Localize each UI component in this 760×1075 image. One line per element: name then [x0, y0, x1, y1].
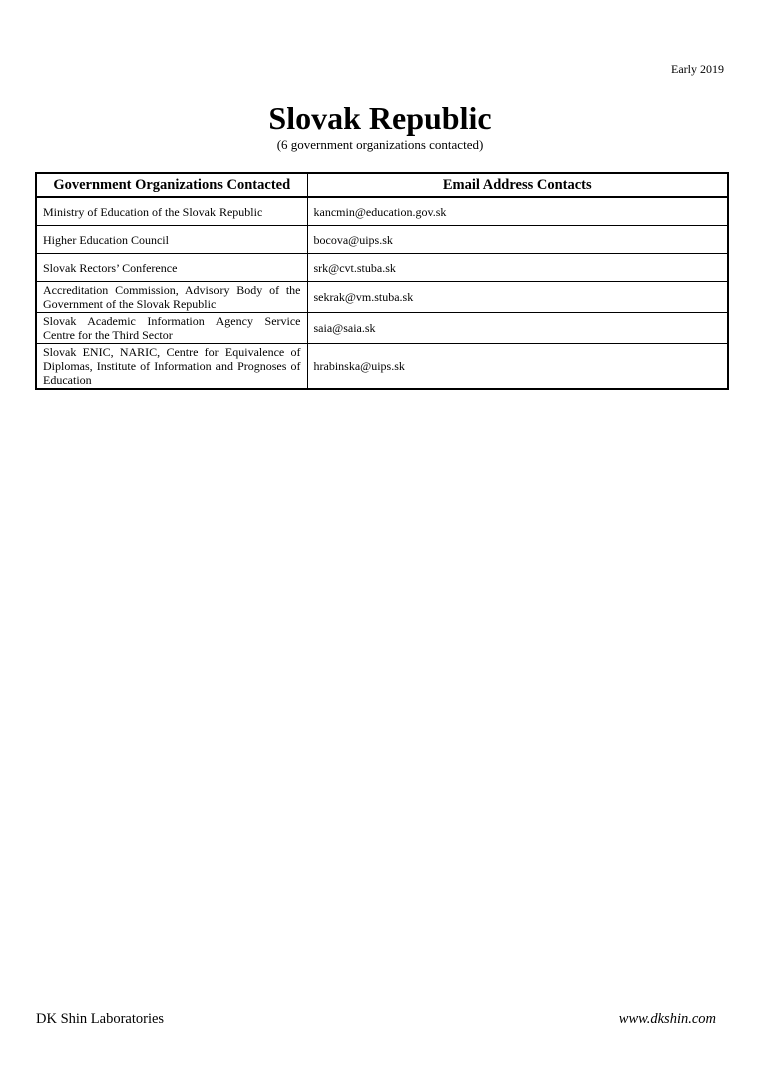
- email-cell: srk@cvt.stuba.sk: [307, 254, 728, 282]
- column-header-emails: Email Address Contacts: [307, 173, 728, 197]
- organization-cell: Ministry of Education of the Slovak Republic: [36, 197, 307, 226]
- email-cell: hrabinska@uips.sk: [307, 344, 728, 390]
- document-date: Early 2019: [671, 62, 724, 76]
- table-row: [36, 344, 728, 390]
- footer-publisher: DK Shin Laboratories: [36, 1011, 165, 1027]
- email-cell: saia@saia.sk: [307, 313, 728, 344]
- organization-cell: Accreditation Commission, Advisory Body of the Government of the Slovak Republic: [36, 282, 307, 313]
- page-title: Slovak Republic: [268, 100, 492, 136]
- organization-cell: Higher Education Council: [36, 226, 307, 254]
- email-cell: kancmin@education.gov.sk: [307, 197, 728, 226]
- column-header-organizations: Government Organizations Contacted: [36, 173, 307, 197]
- email-cell: bocova@uips.sk: [307, 226, 728, 254]
- table-header-row: [36, 173, 728, 197]
- contacts-table: [35, 172, 729, 390]
- email-cell: sekrak@vm.stuba.sk: [307, 282, 728, 313]
- organization-cell: Slovak Rectors’ Conference: [36, 254, 307, 282]
- page-subtitle: (6 government organizations contacted): [276, 137, 484, 152]
- organization-cell: Slovak Academic Information Agency Service Centre for the Third Sector: [36, 313, 307, 344]
- table-row: [36, 197, 728, 226]
- organization-cell: Slovak ENIC, NARIC, Centre for Equivalence of Diplomas, Institute of Information and Prognoses of Education: [36, 344, 307, 390]
- footer-website: www.dkshin.com: [618, 1011, 716, 1027]
- table-row: [36, 254, 728, 282]
- table-row: [36, 313, 728, 344]
- table-row: [36, 226, 728, 254]
- table-row: [36, 282, 728, 313]
